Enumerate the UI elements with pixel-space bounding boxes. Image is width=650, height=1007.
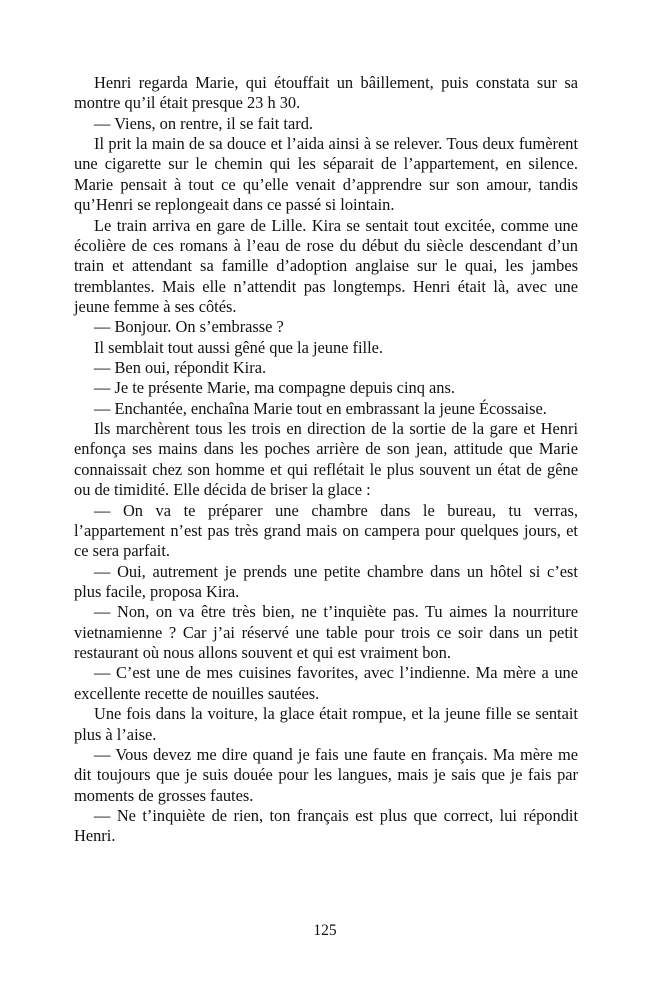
paragraph: — Viens, on rentre, il se fait tard. — [94, 113, 314, 133]
paragraph: — Ne t’inquiète de rien, ton français est plus que correct, lui répondit Henri. — [74, 805, 578, 846]
paragraph: Une fois dans la voiture, la glace était rompue, et la jeune fille se sentait plus à l’aise. — [74, 704, 578, 744]
page-number: 125 — [313, 922, 337, 939]
body-text — [74, 73, 578, 847]
paragraph: — Je te présente Marie, ma compagne depuis cinq ans. — [94, 378, 455, 398]
paragraph: — Ben oui, répondit Kira. — [94, 358, 267, 378]
paragraph: — Oui, autrement je prends une petite chambre dans un hôtel si c’est plus facile, proposa Kira. — [74, 561, 578, 601]
paragraph: — Vous devez me dire quand je fais une faute en français. Ma mère me dit toujours que je suis douée pour les langues, mais je sais que je fais par moments de grosses fautes. — [74, 744, 578, 805]
paragraph: Il semblait tout aussi gêné que la jeune fille. — [94, 337, 384, 357]
paragraph: — Enchantée, enchaîna Marie tout en embrassant la jeune Écossaise. — [94, 398, 547, 418]
paragraph: Le train arriva en gare de Lille. Kira se sentait tout excitée, comme une écolière de ces romans à l’eau de rose du début du siècle descendant d’un train et attendant sa famille d’adoption anglaise sur le quai, les jambes tremblantes. Mais elle n’attendit pas longtemps. Henri était là, avec une jeune femme à ses côtés. — [74, 215, 578, 316]
paragraph: — C’est une de mes cuisines favorites, avec l’indienne. Ma mère a une excellente recette de nouilles sautées. — [74, 663, 578, 703]
paragraph: — On va te préparer une chambre dans le bureau, tu verras, l’appartement n’est pas très grand mais on campera pour quelques jours, et ce sera parfait. — [74, 500, 578, 561]
paragraph: Henri regarda Marie, qui étouffait un bâillement, puis constata sur sa montre qu’il était presque 23 h 30. — [74, 73, 578, 113]
paragraph: — Non, on va être très bien, ne t’inquiète pas. Tu aimes la nourriture vietnamienne ? Car j’ai réservé une table pour trois ce soir dans un petit restaurant où nous allons souvent et qui est vraiment bon. — [74, 602, 578, 663]
paragraph: Ils marchèrent tous les trois en direction de la sortie de la gare et Henri enfonça ses mains dans les poches arrière de son jean, attitude que Marie connaissait chez son homme et qui reflétait le plus souvent un état de gêne ou de timidité. Elle décida de briser la glace : — [74, 419, 578, 500]
paragraph: Il prit la main de sa douce et l’aida ainsi à se relever. Tous deux fumèrent une cigarette sur le chemin qui les séparait de l’appartement, en silence. Marie pensait à tout ce qu’elle venait d’apprendre sur son amour, tandis qu’Henri se replongeait dans ce passé si lointain. — [74, 134, 578, 215]
paragraph: — Bonjour. On s’embrasse ? — [94, 317, 284, 337]
